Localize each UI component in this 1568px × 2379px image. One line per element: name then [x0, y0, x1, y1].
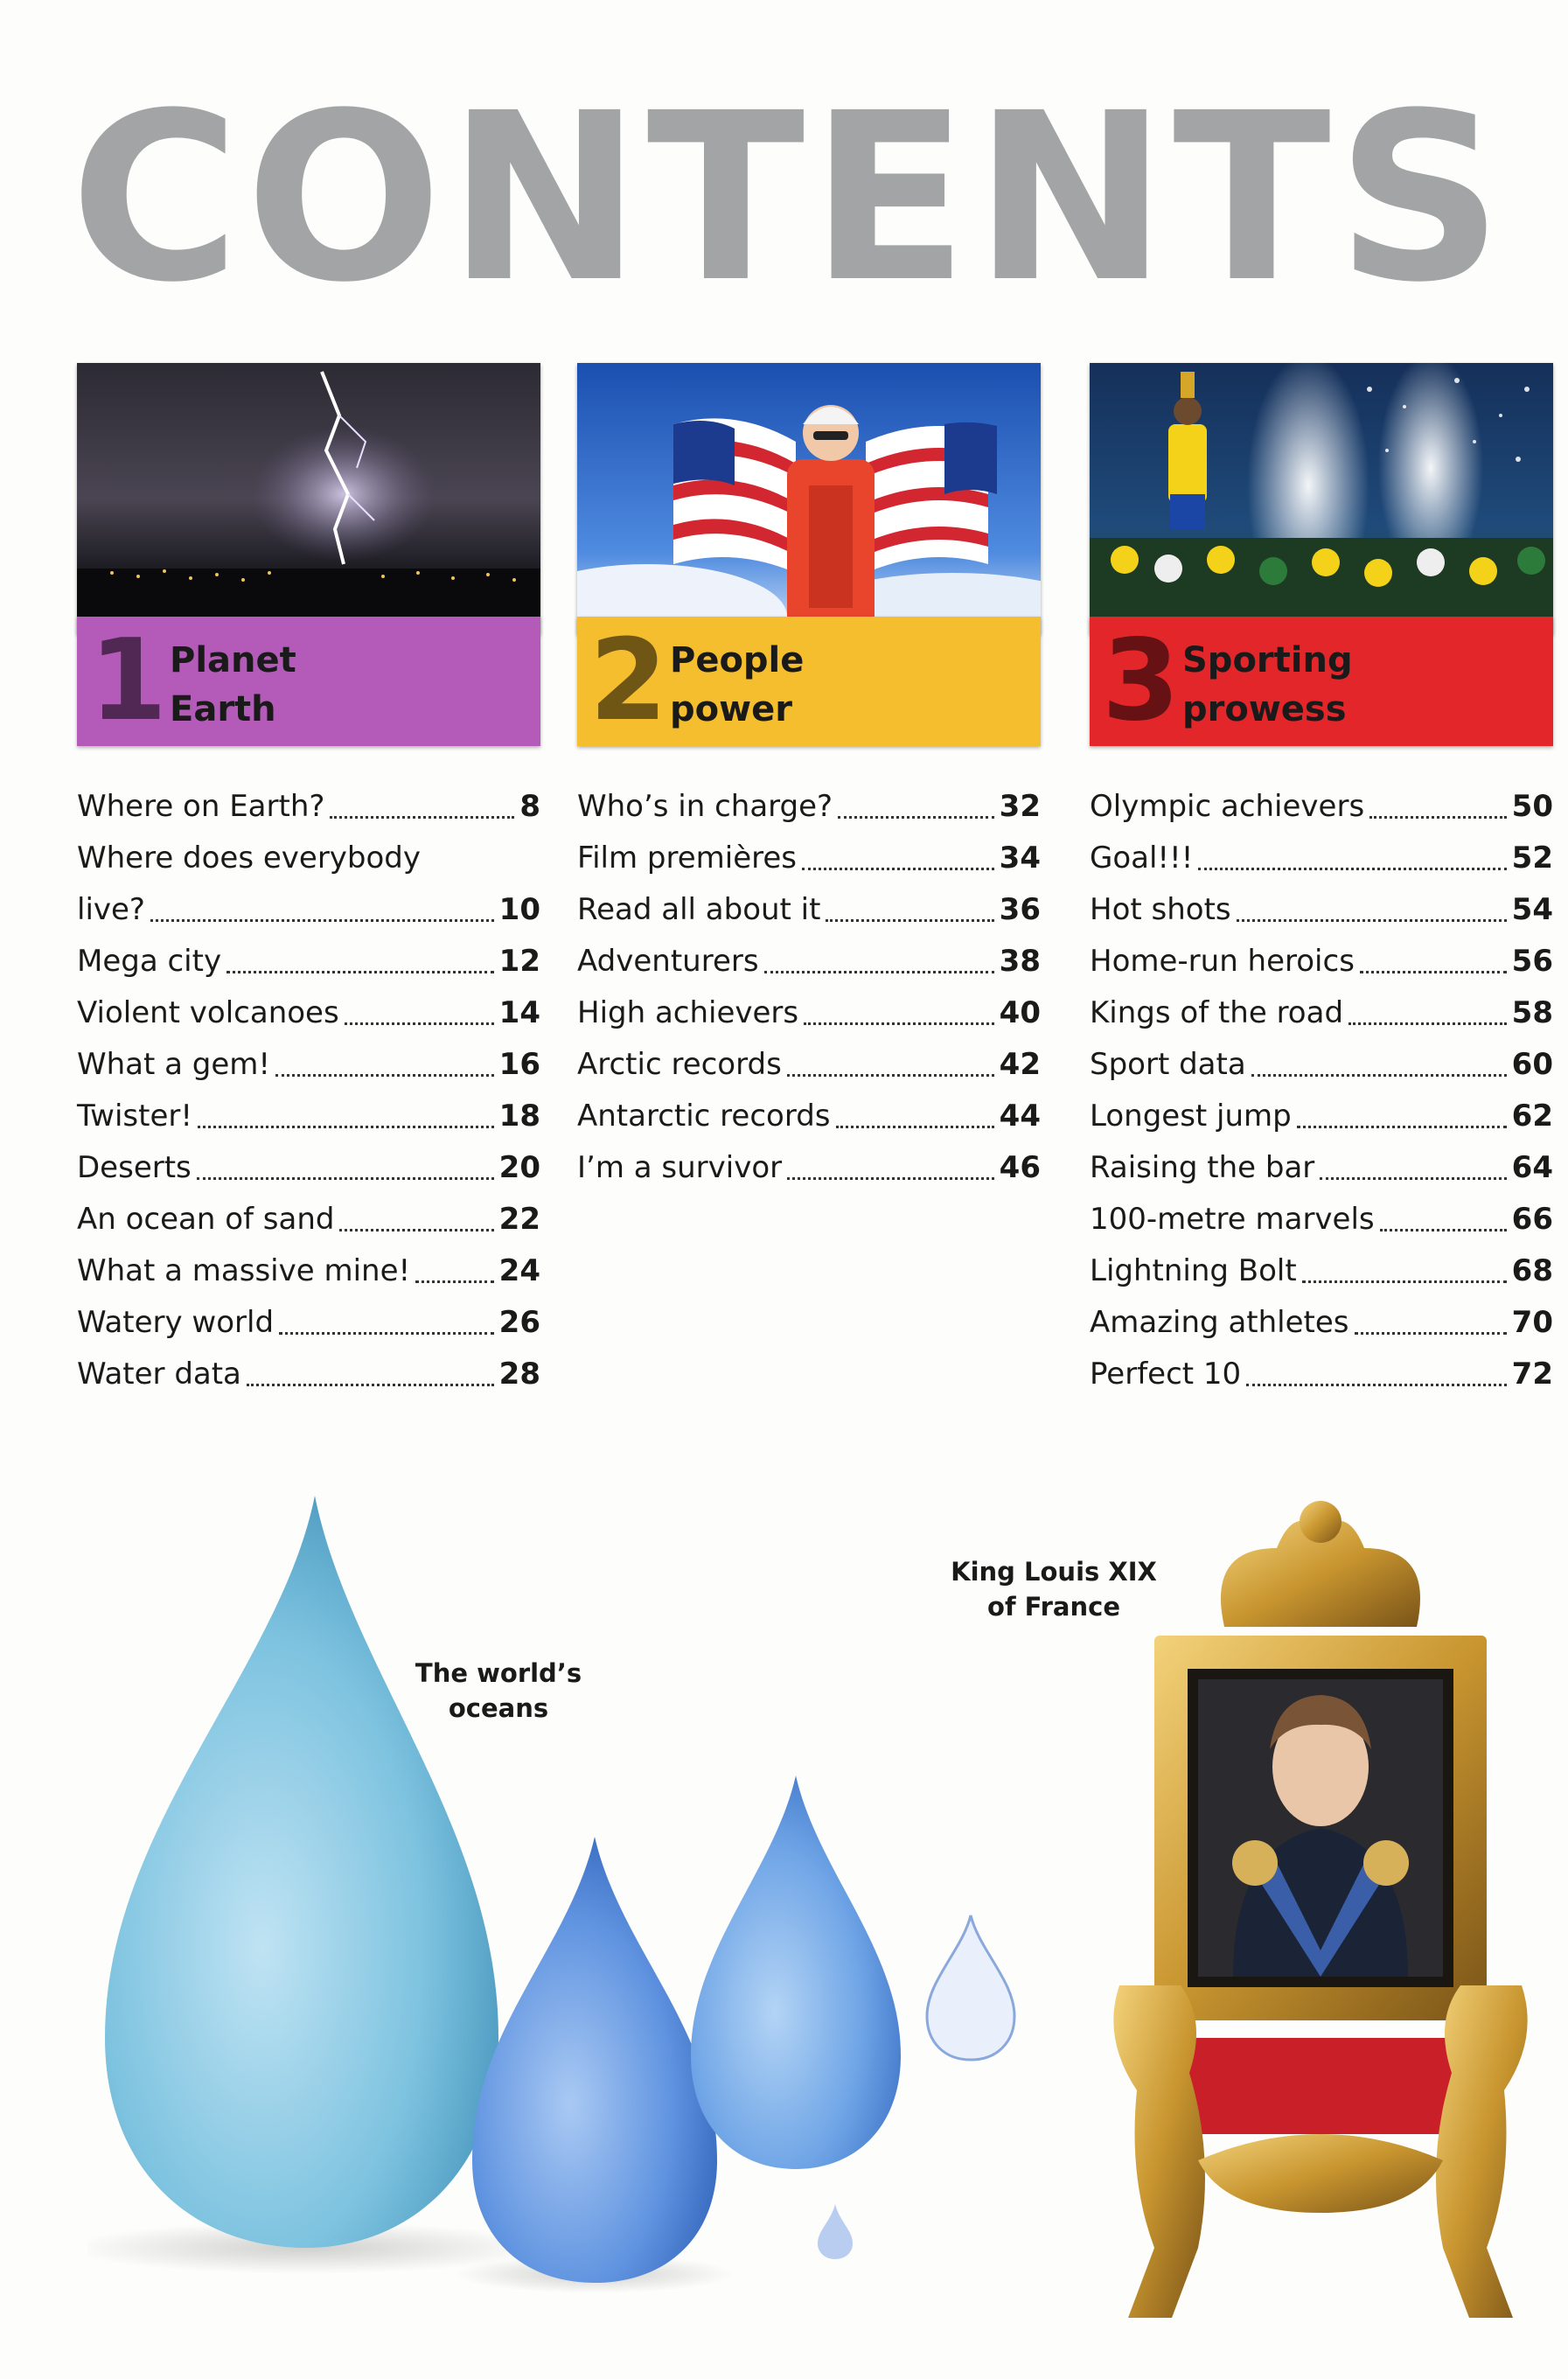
toc-entry[interactable]: Who’s in charge? 32 [577, 789, 1041, 824]
throne-right-arm [1436, 1985, 1528, 2318]
chapter-label-line1: Planet [170, 640, 296, 680]
toc-entry[interactable]: Raising the bar 64 [1090, 1150, 1553, 1185]
toc-entry[interactable]: Read all about it 36 [577, 892, 1041, 927]
football-celebration-photo [1090, 363, 1553, 634]
toc-entry[interactable]: Violent volcanoes 14 [77, 995, 540, 1030]
largest-ocean-drop [105, 1496, 498, 2248]
toc-entry[interactable]: An ocean of sand 22 [77, 1202, 540, 1237]
toc-entry[interactable]: Water data 28 [77, 1357, 540, 1392]
toc-entry[interactable]: Goal!!! 52 [1090, 841, 1553, 876]
toc-entry[interactable]: Where does everybody live? 10 [77, 841, 540, 927]
chapter-label-line2: prowess [1182, 689, 1347, 729]
chapter-number: 1 [89, 616, 168, 746]
chapter-label-line2: power [670, 689, 792, 729]
toc-list [1090, 781, 1553, 1400]
toc-entry[interactable]: What a massive mine! 24 [77, 1253, 540, 1288]
toc-entry[interactable]: Sport data 60 [1090, 1047, 1553, 1082]
toc-entry[interactable]: Film premières 34 [577, 841, 1041, 876]
chapter-label-line1: People [670, 640, 805, 680]
toc-entry[interactable]: High achievers 40 [577, 995, 1041, 1030]
ocean-drops-illustration [87, 1496, 1032, 2300]
toc-entry[interactable]: Kings of the road 58 [1090, 995, 1553, 1030]
toc-entry[interactable]: Lightning Bolt 68 [1090, 1253, 1553, 1288]
toc-entry[interactable]: Longest jump 62 [1090, 1099, 1553, 1134]
toc-entry[interactable]: Where on Earth? 8 [77, 789, 540, 824]
toc-entry[interactable]: Home-run heroics 56 [1090, 944, 1553, 979]
ocean-drop-small [691, 1776, 901, 2169]
toc-entry[interactable]: Olympic achievers 50 [1090, 789, 1553, 824]
toc-entry[interactable]: Perfect 10 72 [1090, 1357, 1553, 1392]
king-caption: King Louis XIX of France [951, 1557, 1157, 1622]
chapter-banner [577, 617, 1041, 746]
ocean-drop-medium [472, 1837, 717, 2283]
chapter-label [1182, 636, 1353, 734]
throne-base-ornament [1198, 2134, 1443, 2213]
toc-entry[interactable]: Twister! 18 [77, 1099, 540, 1134]
oceans-caption: The world’s oceans [415, 1658, 582, 1723]
toc-list [577, 781, 1041, 1194]
throne-left-arm [1113, 1985, 1205, 2318]
king-portrait [1198, 1679, 1443, 1977]
toc-entry[interactable]: Amazing athletes 70 [1090, 1305, 1553, 1340]
toc-list [77, 781, 540, 1400]
toc-entry[interactable]: Arctic records 42 [577, 1047, 1041, 1082]
toc-entry[interactable]: 100-metre marvels 66 [1090, 1202, 1553, 1237]
chapter-banner [77, 617, 540, 746]
toc-entry[interactable]: Watery world 26 [77, 1305, 540, 1340]
chapter-label [170, 636, 296, 734]
chapter-number: 3 [1102, 616, 1181, 746]
lightning-photo [77, 363, 540, 634]
toc-entry[interactable]: Hot shots 54 [1090, 892, 1553, 927]
page-title: CONTENTS [70, 64, 1509, 333]
adventurer-flag-photo [577, 363, 1041, 634]
chapter-planet-earth [77, 363, 540, 1400]
chapter-label [670, 636, 804, 734]
chapter-number: 2 [589, 616, 668, 746]
toc-entry[interactable]: Adventurers 38 [577, 944, 1041, 979]
chapter-people-power [577, 363, 1041, 1194]
toc-entry[interactable]: Mega city 12 [77, 944, 540, 979]
chapter-label-line2: Earth [170, 689, 276, 729]
ocean-drop-tiny [927, 1915, 1014, 2060]
chapter-label-line1: Sporting [1182, 640, 1353, 680]
ocean-drop-smallest [818, 2204, 853, 2259]
toc-entry[interactable]: Deserts 20 [77, 1150, 540, 1185]
toc-entry[interactable]: Antarctic records 44 [577, 1099, 1041, 1134]
chapter-banner [1090, 617, 1553, 746]
toc-entry[interactable]: I’m a survivor 46 [577, 1150, 1041, 1185]
toc-entry[interactable]: What a gem! 16 [77, 1047, 540, 1082]
chapter-sporting-prowess [1090, 363, 1553, 1400]
